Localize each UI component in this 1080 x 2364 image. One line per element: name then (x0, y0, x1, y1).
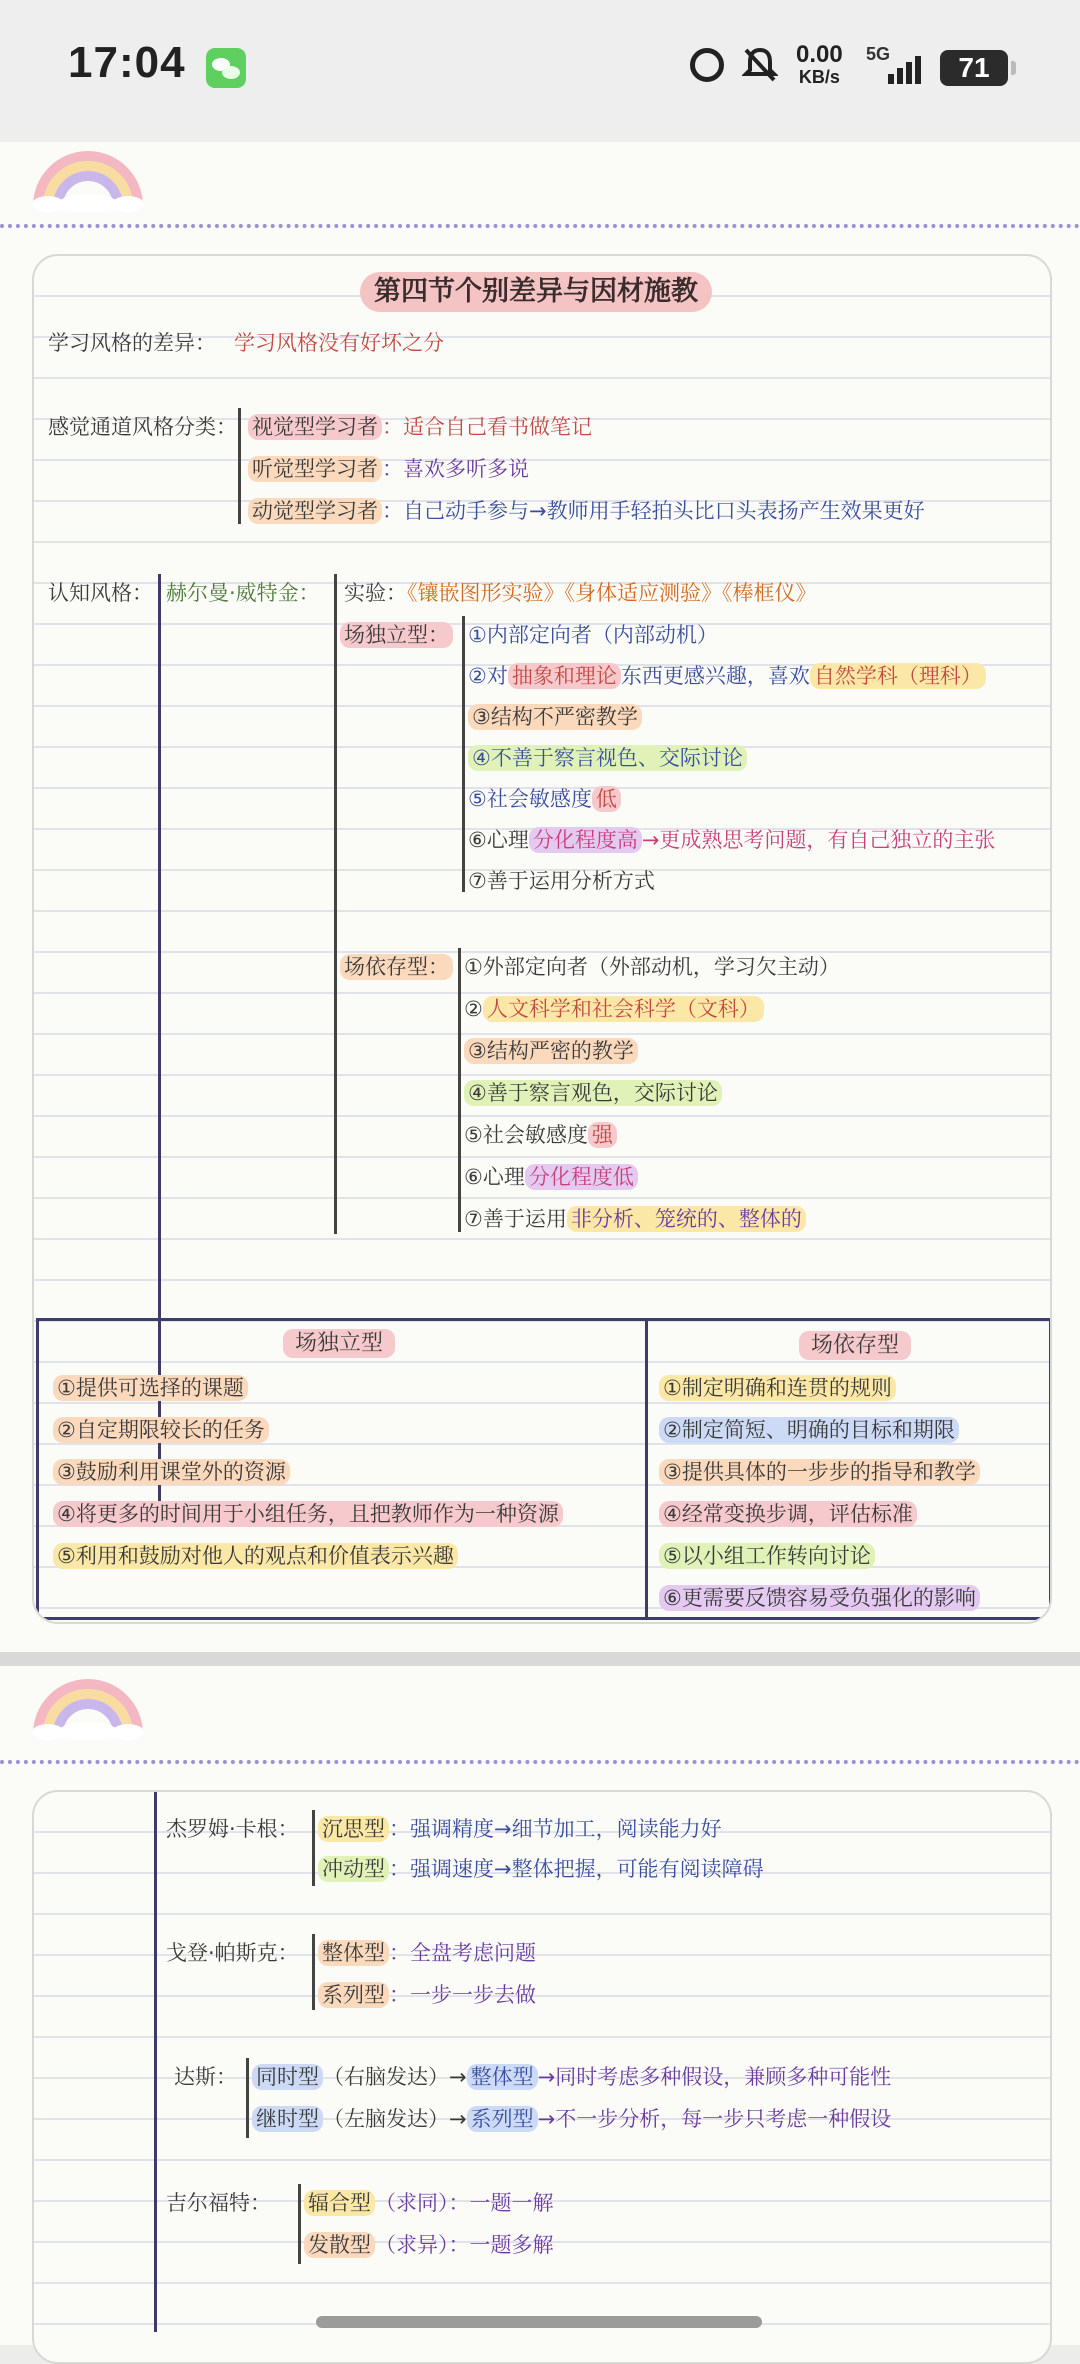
sensory-bracket (238, 408, 241, 524)
table-right-row: ③提供具体的一步步的指导和教学 (659, 1457, 980, 1487)
independent-label: 场独立型： (340, 620, 453, 650)
sensory-label: 感觉通道风格分类： (48, 415, 237, 439)
independent-item: ①内部定向者（内部动机） (468, 623, 718, 647)
signal-icon: 5G (866, 44, 926, 94)
dependent-item: ①外部定向者（外部动机，学习欠主动） (464, 955, 840, 979)
table-right-row: ④经常变换步调，评估标准 (659, 1499, 917, 1529)
dependent-item: ⑤社会敏感度 强 (464, 1120, 617, 1150)
status-bar (0, 0, 1080, 142)
das-bracket (246, 2058, 249, 2138)
wechat-icon (206, 48, 246, 88)
cognitive-label: 认知风格： (48, 581, 153, 605)
independent-item: ⑥心理 分化程度高 →更成熟思考问题，有自己独立的主张 (468, 828, 996, 852)
table-left-header: 场独立型 (283, 1329, 395, 1359)
table-right-row: ⑥更需要反馈容易受负强化的影响 (659, 1583, 980, 1613)
battery-indicator: 71 (940, 50, 1008, 86)
independent-item: ③结构不严密教学 (468, 702, 642, 732)
dependent-item: ③结构严密的教学 (464, 1036, 638, 1066)
kagan-item: 冲动型 ：强调速度→整体把握，可能有阅读障碍 (318, 1854, 764, 1884)
dependent-label: 场依存型： (340, 952, 453, 982)
witkin-bracket (334, 574, 337, 1234)
comparison-table (36, 1318, 1052, 1620)
table-right-header: 场依存型 (799, 1331, 911, 1361)
sensory-item: 听觉型学习者 ：喜欢多听多说 (248, 454, 529, 484)
dependent-item: ⑦善于运用 非分析、笼统的、整体的 (464, 1204, 806, 1234)
dotted-divider (0, 224, 1080, 228)
guilford-item: 辐合型 （求同）：一题一解 (304, 2188, 554, 2218)
independent-item: ⑦善于运用分析方式 (468, 869, 655, 893)
dependent-item: ④善于察言观色，交际讨论 (464, 1078, 722, 1108)
guilford-bracket (298, 2184, 301, 2264)
das-item: 同时型 （右脑发达）→ 整体型 →同时考虑多种假设，兼顾多种可能性 (252, 2062, 891, 2092)
dependent-bracket (458, 948, 461, 1232)
independent-item: ④不善于察言视色、交际讨论 (468, 743, 747, 773)
table-left-row: ③鼓励利用课堂外的资源 (53, 1457, 290, 1487)
cognitive-main-line (154, 1792, 157, 2332)
experiment-line: 实验：《镶嵌图形实验》《身体适应测验》《棒框仪》 (344, 581, 817, 605)
note-card (32, 254, 1052, 1624)
pask-label: 戈登·帕斯克： (166, 1941, 299, 1965)
table-left-row: ④将更多的时间用于小组任务，且把教师作为一种资源 (53, 1499, 563, 1529)
learning-style-text: 学习风格没有好坏之分 (234, 331, 444, 355)
table-left-row: ②自定期限较长的任务 (53, 1415, 269, 1445)
independent-item: ②对 抽象和理论 东西更感兴趣，喜欢 自然学科（理科） (468, 661, 986, 691)
section-title: 第四节个别差异与因材施教 (360, 272, 712, 312)
dependent-item: ⑥心理 分化程度低 (464, 1162, 638, 1192)
net-speed: 0.00 KB/s (796, 41, 843, 87)
pask-bracket (312, 1934, 315, 2010)
witkin-label: 赫尔曼·威特金： (166, 581, 320, 605)
table-right-row: ①制定明确和连贯的规则 (659, 1373, 896, 1403)
page-gap (0, 1652, 1080, 1666)
rainbow-sticker-icon (28, 1674, 148, 1740)
kagan-item: 沉思型 ：强调精度→细节加工，阅读能力好 (318, 1814, 722, 1844)
sensory-item: 动觉型学习者 ：自己动手参与→教师用手轻拍头比口头表扬产生效果更好 (248, 496, 925, 526)
independent-item: ⑤社会敏感度 低 (468, 784, 621, 814)
das-label: 达斯： (174, 2065, 237, 2089)
mute-bell-icon (742, 46, 778, 84)
table-left-row: ①提供可选择的课题 (53, 1373, 248, 1403)
note-card (32, 1790, 1052, 2364)
pask-item: 整体型 ：全盘考虑问题 (318, 1938, 536, 1968)
home-indicator[interactable] (316, 2316, 762, 2328)
table-right-row: ②制定简短、明确的目标和期限 (659, 1415, 959, 1445)
dotted-divider (0, 1760, 1080, 1764)
note-page-1 (0, 142, 1080, 1652)
table-right-row: ⑤以小组工作转向讨论 (659, 1541, 875, 1571)
note-page-2 (0, 1666, 1080, 2345)
table-divider (645, 1321, 648, 1617)
guilford-item: 发散型 （求异）：一题多解 (304, 2230, 554, 2260)
independent-bracket (462, 616, 465, 892)
rainbow-sticker-icon (28, 146, 148, 212)
table-left-row: ⑤利用和鼓励对他人的观点和价值表示兴趣 (53, 1541, 458, 1571)
guilford-label: 吉尔福特： (166, 2191, 271, 2215)
pask-item: 系列型 ：一步一步去做 (318, 1980, 536, 2010)
sensory-item: 视觉型学习者 ：适合自己看书做笔记 (248, 412, 592, 442)
dependent-item: ② 人文科学和社会科学（文科） (464, 994, 764, 1024)
kagan-label: 杰罗姆·卡根： (166, 1817, 299, 1841)
alarm-icon (690, 48, 724, 82)
status-time: 17:04 (68, 38, 186, 87)
das-item: 继时型 （左脑发达）→ 系列型 →不一步分析，每一步只考虑一种假设 (252, 2104, 891, 2134)
learning-style-label: 学习风格的差异： (48, 331, 216, 355)
kagan-bracket (312, 1810, 315, 1886)
